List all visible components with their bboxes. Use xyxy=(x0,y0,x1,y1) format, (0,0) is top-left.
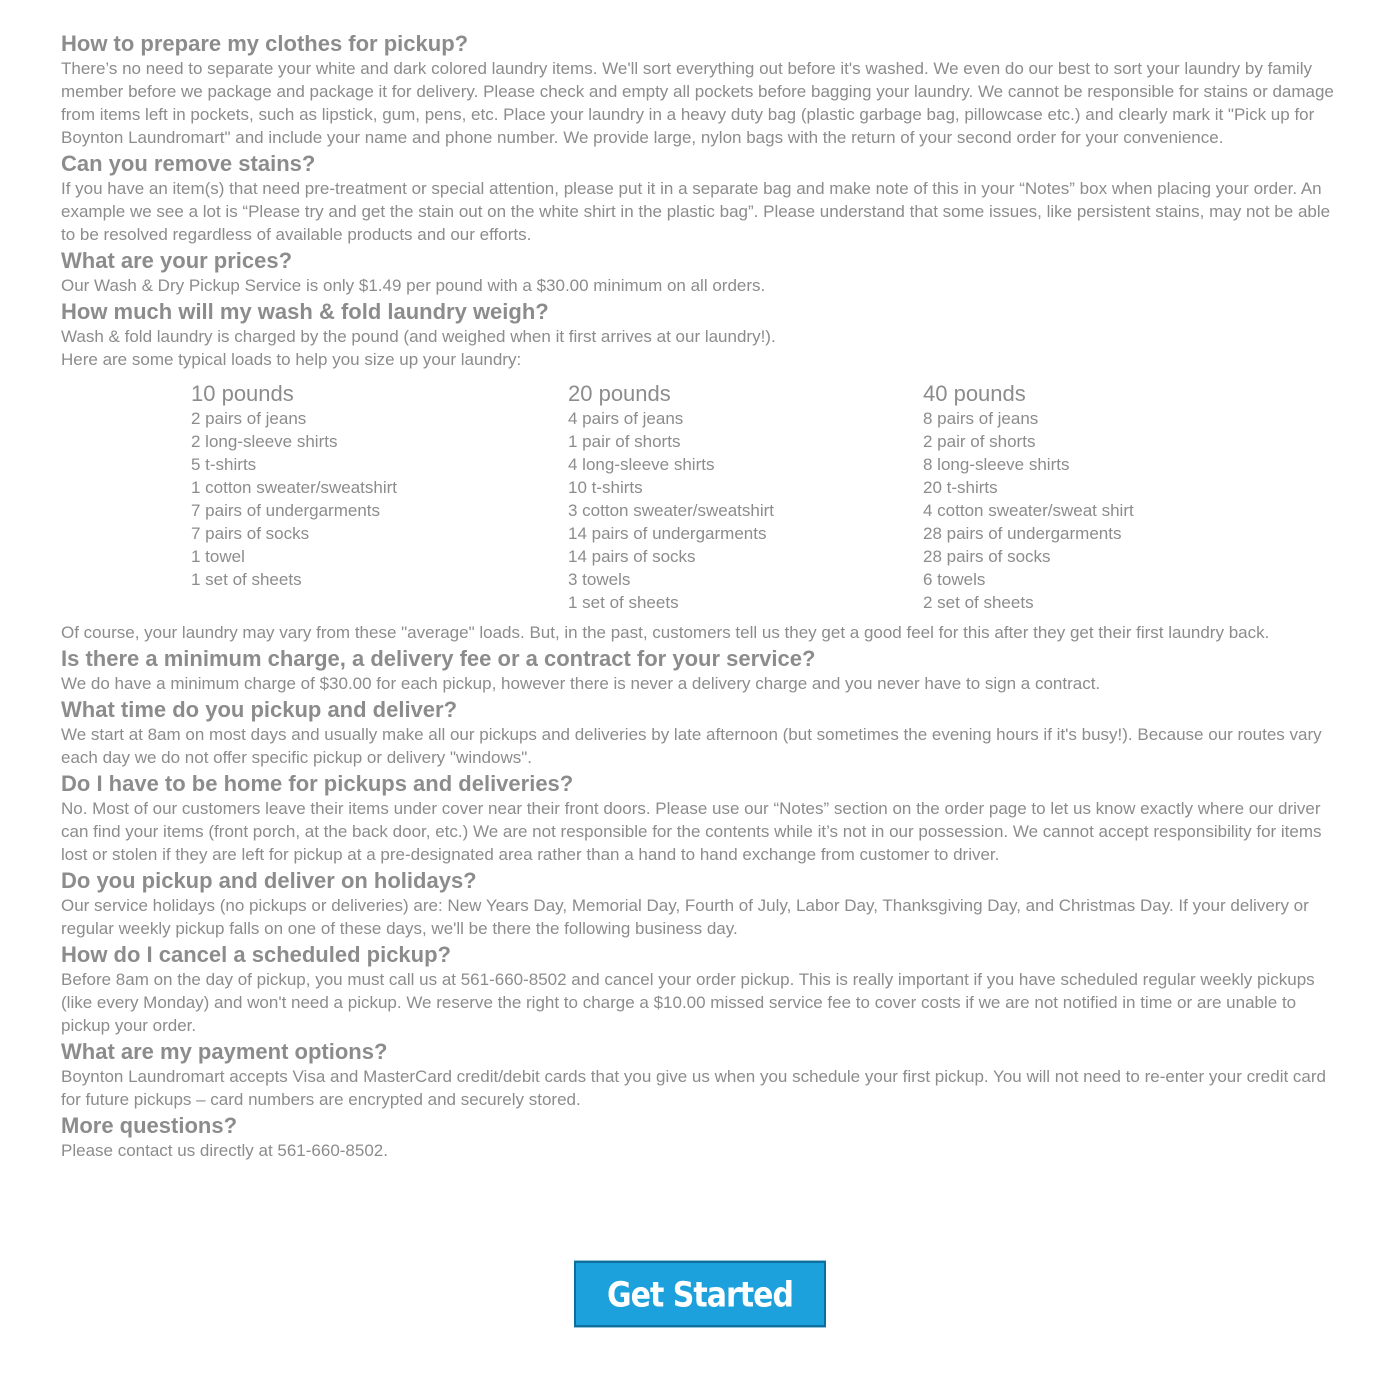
faq-question: Can you remove stains? xyxy=(61,151,316,176)
load-item: 1 set of sheets xyxy=(568,593,679,612)
faq-content xyxy=(61,31,1346,1164)
loads-note: Of course, your laundry may vary from these "average" loads. But, in the past, customers tell us they get a good feel for this after they get their first laundry back. xyxy=(61,623,1270,642)
faq-answer: No. Most of our customers leave their items under cover near their front doors. Please use our “Notes” section on the order page to let us know exactly where our driver can find your items (front porch, at the back door, etc.) We are not responsible for the contents while it’s not in our possession. We cannot accept responsibility for items lost or stolen if they are left for pickup at a pre-designated area rather than a hand to hand exchange from customer to driver. xyxy=(61,799,1322,864)
faq-answer: Boynton Laundromart accepts Visa and MasterCard credit/debit cards that you give us when you schedule your first pickup. You will not need to re-enter your credit card for future pickups – card numbers are encrypted and securely stored. xyxy=(61,1067,1326,1109)
faq-answer: If you have an item(s) that need pre-treatment or special attention, please put it in a separate bag and make note of this in your “Notes” box when placing your order. An example we see a lot is “Please try and get the stain out on the white shirt in the plastic bag”. Please understand that some issues, like persistent stains, may not be able to be resolved regardless of available products and our efforts. xyxy=(61,179,1331,244)
faq-answer: Our Wash & Dry Pickup Service is only $1.49 per pound with a $30.00 minimum on all orders. xyxy=(61,276,766,295)
get-started-button[interactable]: Get Started Now xyxy=(574,1261,826,1328)
load-item: 2 long-sleeve shirts xyxy=(191,432,338,451)
cta-container xyxy=(0,1265,1400,1383)
faq-question: What are my payment options? xyxy=(61,1039,388,1064)
faq-question: What time do you pickup and deliver? xyxy=(61,697,458,722)
load-item: 4 cotton sweater/sweat shirt xyxy=(923,501,1134,520)
load-item: 14 pairs of socks xyxy=(568,547,696,566)
load-item: 2 pairs of jeans xyxy=(191,409,307,428)
load-item: 1 set of sheets xyxy=(191,570,302,589)
faq-question: Do I have to be home for pickups and deliveries? xyxy=(61,771,574,796)
load-item: 28 pairs of socks xyxy=(923,547,1051,566)
load-column-10 xyxy=(191,373,397,591)
load-item: 2 pair of shorts xyxy=(923,432,1036,451)
load-item: 1 towel xyxy=(191,547,245,566)
load-column-20 xyxy=(568,373,774,614)
faq-question: What are your prices? xyxy=(61,248,293,273)
load-item: 7 pairs of undergarments xyxy=(191,501,380,520)
typical-loads xyxy=(61,373,1346,621)
load-title: 20 pounds xyxy=(568,381,671,406)
load-title: 40 pounds xyxy=(923,381,1026,406)
load-item: 4 pairs of jeans xyxy=(568,409,684,428)
faq-answer: Our service holidays (no pickups or deliveries) are: New Years Day, Memorial Day, Fourth of July, Labor Day, Thanksgiving Day, and Christmas Day. If your delivery or regular weekly pickup falls on one of these days, we'll be there the following business day. xyxy=(61,896,1309,938)
faq-answer: Before 8am on the day of pickup, you must call us at 561-660-8502 and cancel your order pickup. This is really important if you have scheduled regular weekly pickups (like every Monday) and won't need a pickup. We reserve the right to charge a $10.00 missed service fee to cover costs if we are not notified in time or are unable to pickup your order. xyxy=(61,970,1315,1035)
load-item: 4 long-sleeve shirts xyxy=(568,455,715,474)
faq-question: Do you pickup and deliver on holidays? xyxy=(61,868,477,893)
load-item: 1 pair of shorts xyxy=(568,432,681,451)
load-item: 20 t-shirts xyxy=(923,478,998,497)
load-item: 1 cotton sweater/sweatshirt xyxy=(191,478,397,497)
faq-answer: Please contact us directly at 561-660-8502. xyxy=(61,1141,388,1160)
load-item: 2 set of sheets xyxy=(923,593,1034,612)
load-item: 7 pairs of socks xyxy=(191,524,310,543)
faq-question: Is there a minimum charge, a delivery fee or a contract for your service? xyxy=(61,646,816,671)
faq-answer: We start at 8am on most days and usually make all our pickups and deliveries by late afternoon (but sometimes the evening hours if it's busy!). Because our routes vary each day we do not offer specific pickup or delivery "windows". xyxy=(61,725,1322,767)
load-column-40 xyxy=(923,373,1134,614)
load-item: 8 long-sleeve shirts xyxy=(923,455,1070,474)
load-item: 8 pairs of jeans xyxy=(923,409,1039,428)
faq-question: More questions? xyxy=(61,1113,238,1138)
faq-answer: There’s no need to separate your white and dark colored laundry items. We'll sort everything out before it's washed. We even do our best to sort your laundry by family member before we package and package it for delivery. Please check and empty all pockets before bagging your laundry. We cannot be responsible for stains or damage from items left in pockets, such as lipstick, gum, pens, etc. Place your laundry in a heavy duty bag (plastic garbage bag, pillowcase etc.) and clearly mark it "Pick up for Boynton Laundromart" and include your name and phone number. We provide large, nylon bags with the return of your second order for your convenience. xyxy=(61,59,1334,147)
faq-answer: We do have a minimum charge of $30.00 for each pickup, however there is never a delivery charge and you never have to sign a contract. xyxy=(61,674,1101,693)
faq-question: How to prepare my clothes for pickup? xyxy=(61,31,469,56)
load-item: 6 towels xyxy=(923,570,986,589)
load-item: 28 pairs of undergarments xyxy=(923,524,1122,543)
load-item: 5 t-shirts xyxy=(191,455,257,474)
faq-question: How much will my wash & fold laundry weigh? xyxy=(61,299,549,324)
load-item: 14 pairs of undergarments xyxy=(568,524,767,543)
faq-question: How do I cancel a scheduled pickup? xyxy=(61,942,451,967)
load-item: 3 cotton sweater/sweatshirt xyxy=(568,501,774,520)
load-item: 3 towels xyxy=(568,570,631,589)
load-item: 10 t-shirts xyxy=(568,478,643,497)
load-title: 10 pounds xyxy=(191,381,294,406)
faq-answer: Wash & fold laundry is charged by the pound (and weighed when it first arrives at our laundry!). xyxy=(61,327,776,346)
faq-answer: Here are some typical loads to help you size up your laundry: xyxy=(61,350,522,369)
